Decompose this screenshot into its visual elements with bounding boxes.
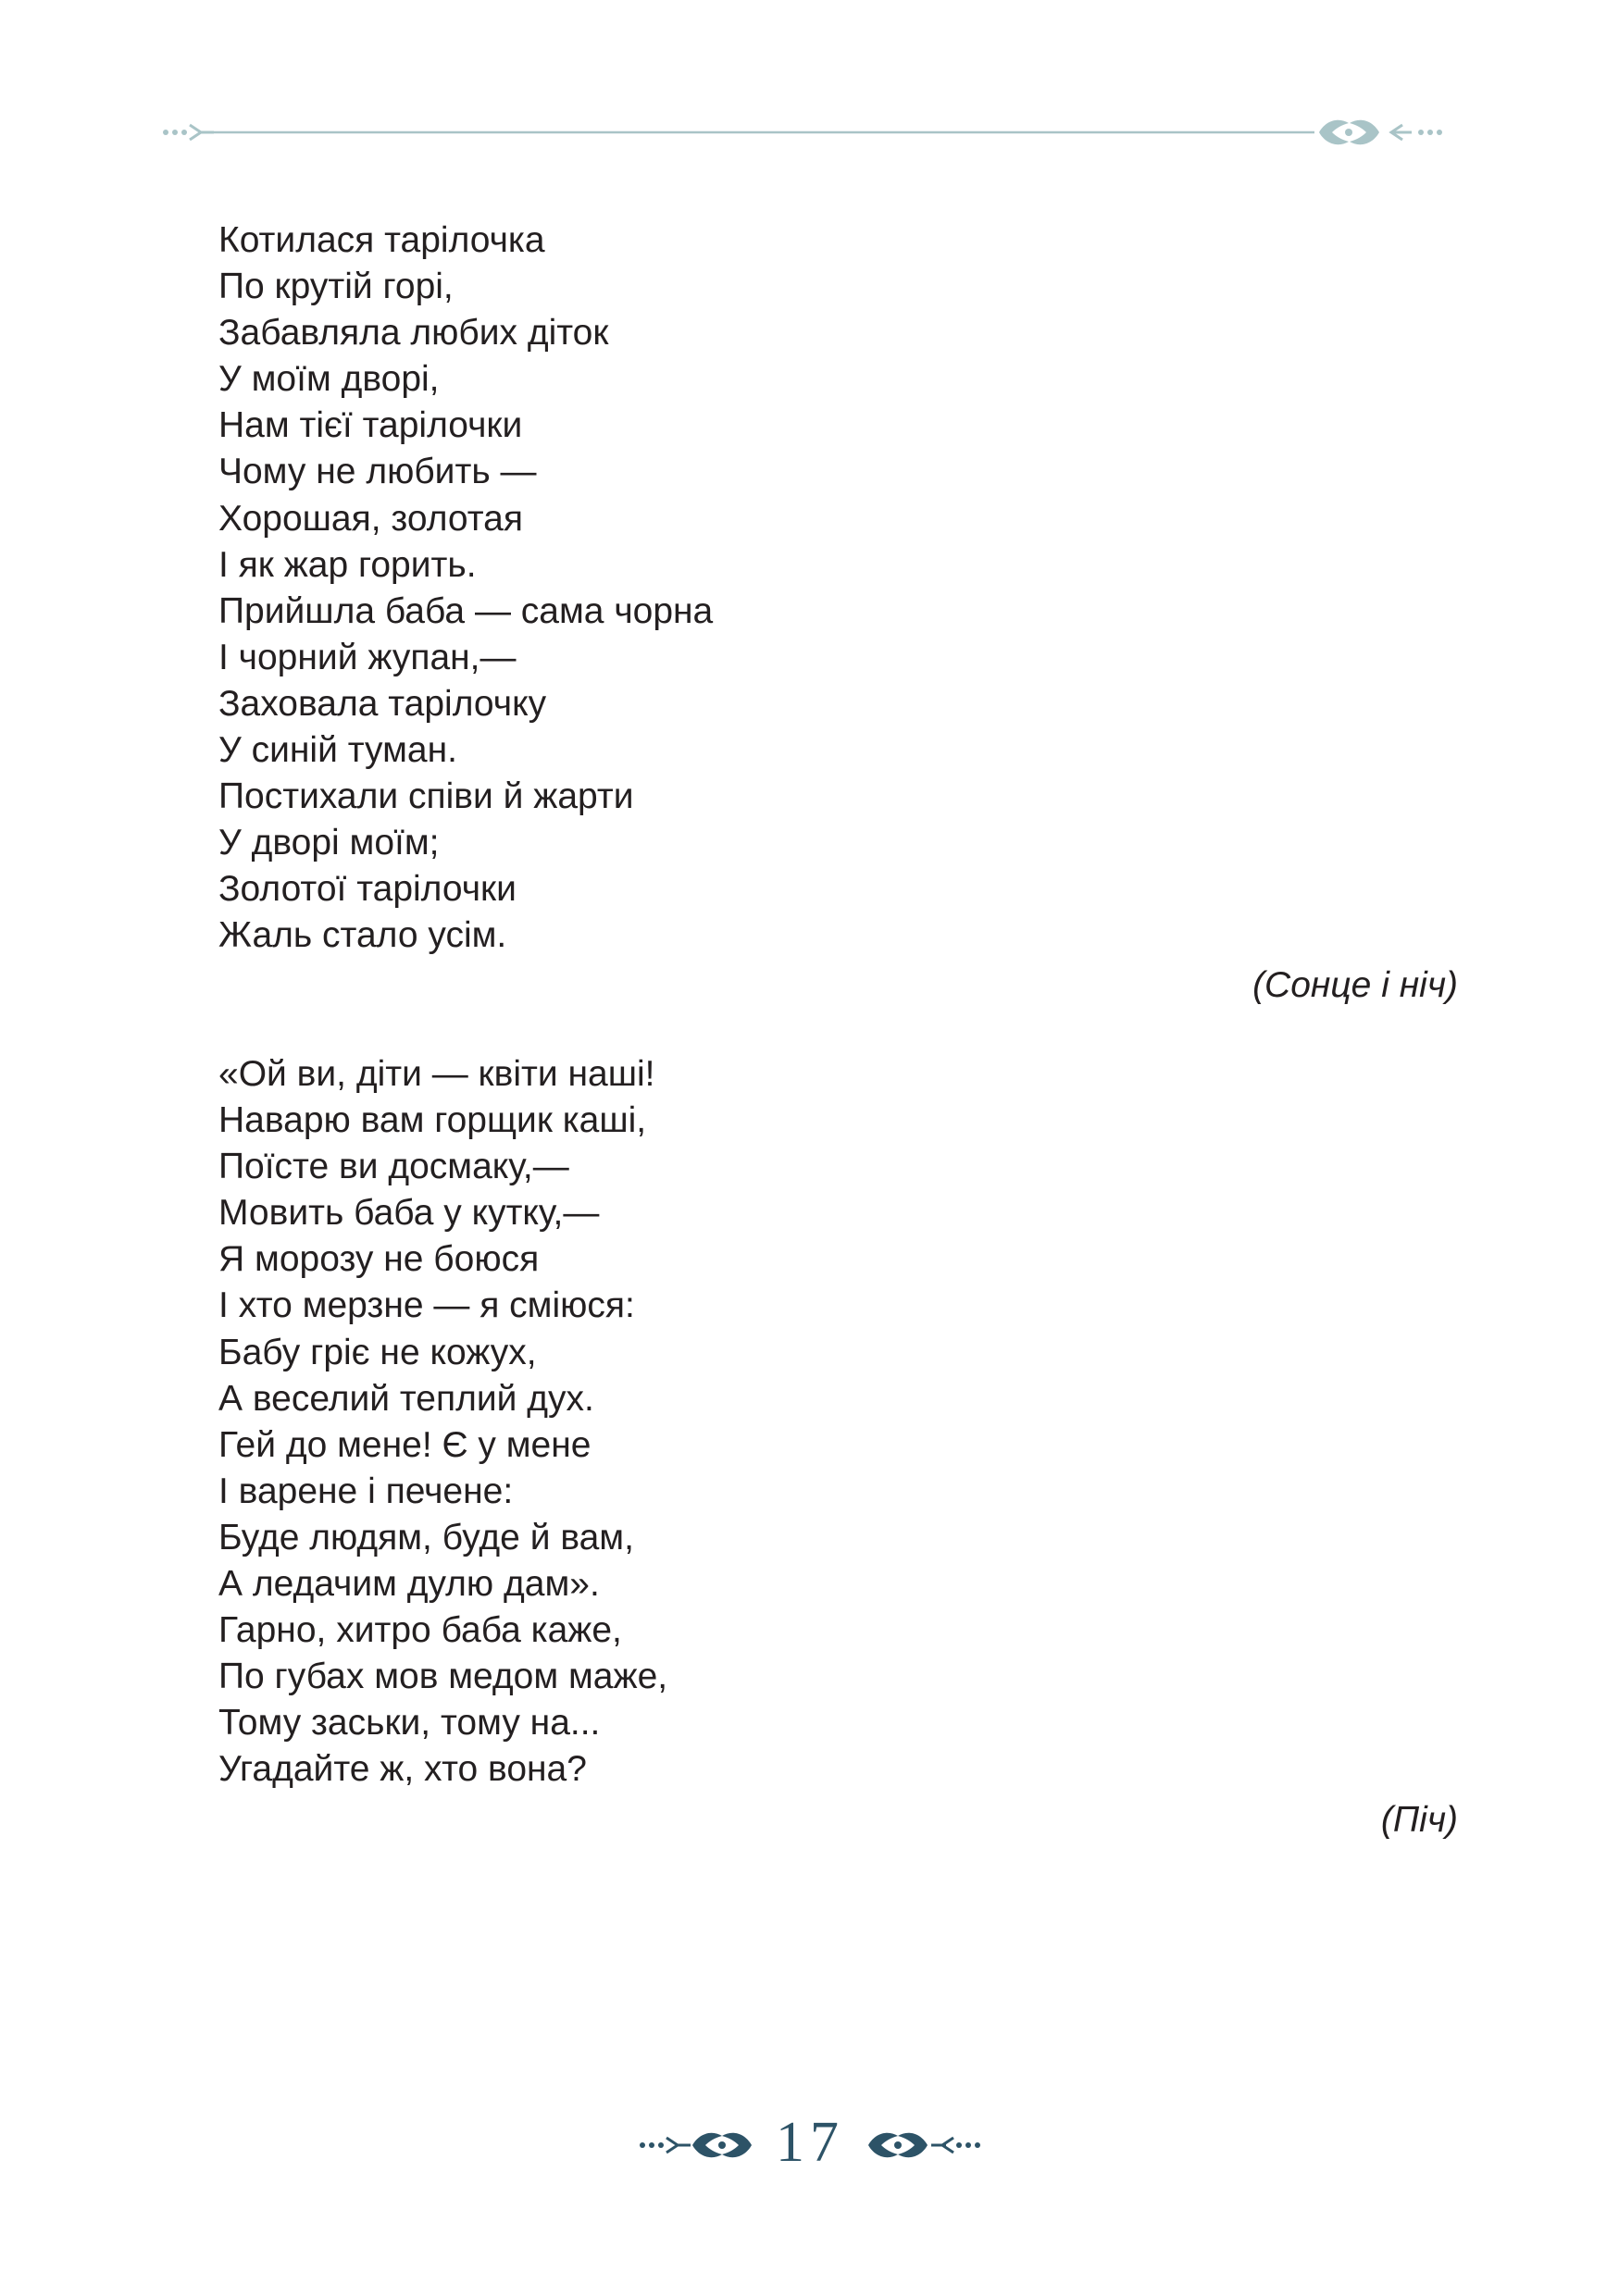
poem-line: Золотої тарілочки — [218, 869, 517, 910]
riddle-answer: (Сонце і ніч) — [1252, 965, 1458, 1005]
poem-line: Наварю вам горщик каші, — [218, 1100, 647, 1141]
poem-line: Угадайте ж, хто вона? — [218, 1749, 587, 1790]
poem-line: У синій туман. — [218, 730, 457, 771]
poem-line: А веселий теплий дух. — [218, 1378, 594, 1419]
header-ornament-rule — [162, 116, 1458, 149]
poem-line: Постихали співи й жарти — [218, 776, 634, 817]
poem-line: Поїсте ви досмаку,— — [218, 1147, 569, 1187]
poem-line: А ледачим дулю дам». — [218, 1564, 600, 1605]
poem-line: Нам тієї тарілочки — [218, 405, 523, 446]
poem-line: У моїм дворі, — [218, 359, 440, 400]
poem-line: Я морозу не боюся — [218, 1239, 540, 1280]
riddle-poem-sun-and-night — [218, 217, 1459, 960]
poem-line: Мовить баба у кутку,— — [218, 1193, 600, 1234]
poem-line: Гарно, хитро баба каже, — [218, 1610, 622, 1651]
poem-line: Тому заськи, тому на... — [218, 1703, 601, 1744]
poem-line: По губах мов медом маже, — [218, 1657, 668, 1697]
poem-line: І варене і печене: — [218, 1471, 514, 1511]
poem-line: Забавляла любих діток — [218, 313, 609, 354]
poem-line: «Ой ви, діти — квіти наші! — [218, 1054, 655, 1094]
poem-line: Чому не любить — — [218, 452, 537, 492]
poem-line: Хорошая, золотая — [218, 498, 523, 539]
poem-line: Гей до мене! Є у мене — [218, 1424, 592, 1465]
page-number: 17 — [776, 2111, 844, 2174]
poem-line: Прийшла баба — сама чорна — [218, 590, 714, 631]
poem-line: У дворі моїм; — [218, 823, 440, 863]
poem-line: І чорний жупан,— — [218, 637, 517, 677]
riddle-answer: (Піч) — [1380, 1800, 1458, 1840]
poem-line: Буде людям, буде й вам, — [218, 1517, 634, 1558]
poem-line: І як жар горить. — [218, 544, 477, 585]
riddle-poem-stove — [218, 1051, 1459, 1793]
page-footer — [639, 2110, 981, 2175]
poem-line: Заховала тарілочку — [218, 683, 547, 724]
poem-line: Котилася тарілочка — [218, 220, 545, 260]
poem-line: І хто мерзне — я сміюся: — [218, 1285, 635, 1326]
poem-line: По крутій горі, — [218, 267, 454, 307]
poem-line: Жаль стало усім. — [218, 915, 507, 956]
poem-line: Бабу гріє не кожух, — [218, 1332, 537, 1372]
